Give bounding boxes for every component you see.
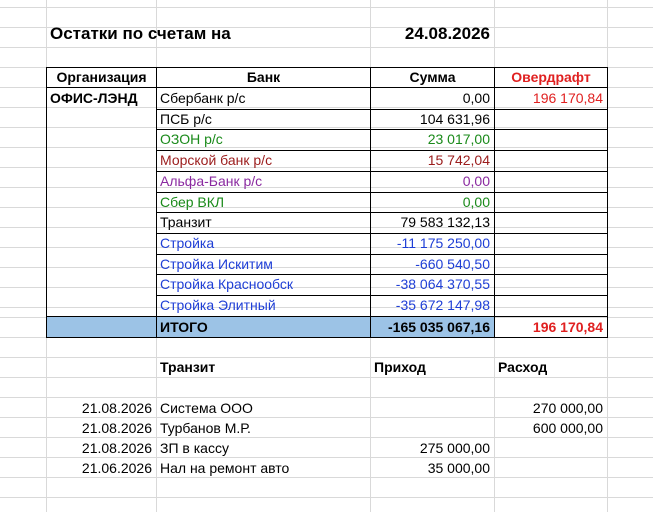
bank-name: Стройка Краснообск <box>160 276 294 293</box>
transit-date: 21.08.2026 <box>81 440 152 456</box>
bank-name: Стройка Элитный <box>160 297 276 313</box>
bank-sum: 0,00 <box>462 193 490 210</box>
transit-date: 21.08.2026 <box>81 400 152 416</box>
organization-name: ОФИС-ЛЭНД <box>50 90 138 106</box>
transit-name: ЗП в кассу <box>160 440 229 456</box>
transit-header-in: Приход <box>374 359 426 375</box>
transit-name: Нал на ремонт авто <box>160 460 290 476</box>
transit-in: 275 000,00 <box>419 440 490 456</box>
bank-overdraft <box>495 129 607 149</box>
bank-overdraft <box>495 171 607 191</box>
bank-sum: 104 631,96 <box>419 110 490 127</box>
bank-sum: 23 017,00 <box>427 131 490 148</box>
transit-header-name: Транзит <box>160 359 216 375</box>
bank-name: Альфа-Банк р/с <box>160 172 263 189</box>
bank-sum: -35 672 147,98 <box>395 297 490 313</box>
header-sum: Сумма <box>409 69 456 85</box>
bank-name: ОЗОН р/с <box>160 131 223 148</box>
transit-out <box>495 458 607 478</box>
bank-sum: 0,00 <box>462 172 490 189</box>
header-organization: Организация <box>56 69 147 85</box>
total-overdraft: 196 170,84 <box>532 319 603 335</box>
bank-name: Стройка <box>160 234 215 251</box>
bank-sum: 15 742,04 <box>427 152 490 169</box>
bank-name: Морской банк р/с <box>160 152 273 169</box>
transit-out: 600 000,00 <box>532 420 603 436</box>
bank-sum: -38 064 370,55 <box>395 276 490 293</box>
transit-in <box>371 418 494 438</box>
bank-name: Стройка Искитим <box>160 255 273 272</box>
bank-name: ПСБ р/с <box>160 110 212 127</box>
bank-overdraft <box>495 150 607 170</box>
bank-sum: -11 175 250,00 <box>396 234 490 251</box>
transit-date: 21.08.2026 <box>81 420 152 436</box>
report-title: Остатки по счетам на <box>50 24 231 43</box>
total-sum: -165 035 067,16 <box>388 319 490 335</box>
bank-name: Транзит <box>160 214 212 231</box>
transit-header-out: Расход <box>498 359 548 375</box>
transit-out: 270 000,00 <box>532 400 603 416</box>
transit-in: 35 000,00 <box>427 460 490 476</box>
bank-name: Сбер ВКЛ <box>160 193 225 210</box>
bank-sum: -660 540,50 <box>415 255 490 272</box>
bank-name: Сбербанк р/с <box>160 90 246 106</box>
bank-sum: 79 583 132,13 <box>400 214 490 231</box>
transit-name: Турбанов М.Р. <box>160 420 251 436</box>
transit-out <box>495 438 607 458</box>
bank-overdraft <box>495 233 607 253</box>
bank-overdraft: 196 170,84 <box>532 90 603 106</box>
header-bank: Банк <box>246 69 281 85</box>
transit-in <box>371 398 494 418</box>
header-overdraft: Овердрафт <box>511 69 591 85</box>
transit-name: Система ООО <box>160 400 253 416</box>
bank-overdraft <box>495 254 607 274</box>
bank-overdraft <box>495 274 607 294</box>
total-label: ИТОГО <box>160 319 208 335</box>
report-date: 24.08.2026 <box>404 24 490 43</box>
bank-overdraft <box>495 295 607 315</box>
bank-overdraft <box>495 192 607 212</box>
bank-sum: 0,00 <box>462 90 490 106</box>
bank-overdraft <box>495 109 607 129</box>
bank-overdraft <box>495 212 607 232</box>
transit-date: 21.06.2026 <box>81 460 152 476</box>
